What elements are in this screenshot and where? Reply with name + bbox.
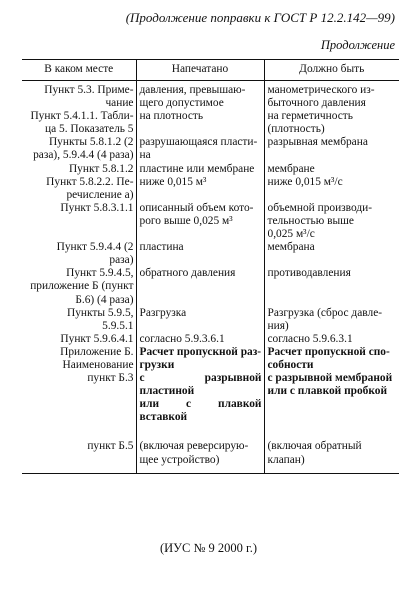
cell-place: [22, 267, 136, 306]
cell-line: пластине или мембране: [139, 162, 255, 175]
cell-line: ниже 0,015 м³/с: [267, 175, 343, 188]
column-header-printed: Напечатано: [136, 60, 264, 81]
cell-correct: [264, 241, 399, 267]
cell-line: пластина: [139, 241, 184, 254]
cell-correct: [264, 424, 399, 473]
cell-line: приложение Б (пункт: [30, 280, 134, 293]
cell-line: описанный объем кото-: [139, 201, 254, 214]
table-row: [22, 346, 399, 372]
cell-place: [22, 81, 136, 111]
cell-line: Пункт 5.3. Приме-: [44, 84, 134, 96]
cell-printed: [136, 372, 264, 424]
cell-line: Пункты 5.8.1.2 (2: [48, 136, 134, 149]
cell-printed: [136, 241, 264, 267]
cell-line: Расчет пропускной спо-: [267, 345, 390, 358]
cell-correct: [264, 267, 399, 306]
table-row: [22, 110, 399, 136]
cell-line: разрушающаяся пласти-: [139, 136, 258, 149]
cell-line: объемной производи-: [267, 201, 373, 214]
cell-printed: [136, 346, 264, 372]
table-row: [22, 372, 399, 424]
cell-line: с разрывной мембраной: [267, 372, 393, 385]
cell-line: или с плавкой пробкой: [267, 385, 388, 398]
cell-line: противодавления: [267, 267, 351, 280]
cell-line: (включая реверсирую-: [139, 440, 249, 453]
cell-correct: [264, 372, 399, 424]
cell-correct: [264, 163, 399, 176]
document-header-title: (Продолжение поправки к ГОСТ Р 12.2.142—99): [125, 10, 395, 25]
table-row: [22, 241, 399, 267]
cell-line: щего допустимое: [139, 97, 224, 110]
cell-line: давления, превышаю-: [139, 84, 246, 96]
cell-line: пункт Б.3: [87, 372, 134, 385]
cell-line: манометрического из-: [267, 84, 375, 96]
cell-line: на плотность: [139, 110, 204, 123]
cell-line: Б.6) (4 раза): [75, 293, 134, 306]
cell-line: Разгрузка (сброс давле-: [267, 306, 383, 319]
cell-line: Пункт 5.9.4.4 (2: [56, 241, 134, 254]
cell-place: [22, 241, 136, 267]
cell-place: [22, 372, 136, 424]
table-row: [22, 307, 399, 333]
cell-line: речисление а): [66, 188, 134, 201]
cell-place: [22, 333, 136, 346]
cell-printed: [136, 202, 264, 241]
cell-line: рого выше 0,025 м³: [139, 214, 233, 227]
cell-correct: [264, 346, 399, 372]
table-row: [22, 333, 399, 346]
cell-line: раза), 5.9.4.4 (4 раза): [33, 149, 134, 162]
column-header-place: В каком месте: [22, 60, 136, 81]
cell-line: пункт Б.5: [87, 440, 134, 453]
table-row: [22, 136, 399, 162]
cell-line: Приложение Б.: [60, 345, 134, 358]
cell-line: Наименование: [62, 358, 134, 371]
table-row: [22, 81, 399, 111]
cell-printed: [136, 163, 264, 176]
cell-line: мембране: [267, 162, 315, 175]
cell-line: собности: [267, 358, 314, 371]
cell-printed: [136, 110, 264, 136]
cell-place: [22, 307, 136, 333]
cell-correct: [264, 307, 399, 333]
continuation-label: Продолжение: [320, 38, 395, 52]
cell-line: 5.9.5.1: [102, 319, 134, 332]
cell-line: Пункт 5.8.2.2. Пе-: [46, 175, 134, 188]
cell-correct: [264, 176, 399, 202]
cell-printed: [136, 333, 264, 346]
table-row: [22, 163, 399, 176]
cell-line: Пункт 5.4.1.1. Табли-: [30, 110, 134, 123]
cell-line: быточного давления: [267, 97, 366, 110]
cell-line: Пункты 5.9.5,: [66, 306, 134, 319]
cell-correct: [264, 110, 399, 136]
table-row: [22, 176, 399, 202]
cell-line: чание: [105, 97, 134, 110]
cell-line: (плотность): [267, 123, 325, 136]
cell-place: [22, 163, 136, 176]
cell-line: с разрывной пластиной: [139, 372, 262, 398]
cell-printed: [136, 136, 264, 162]
cell-line: разрывная мембрана: [267, 136, 368, 149]
cell-correct: [264, 81, 399, 111]
cell-line: Пункт 5.9.4.5,: [66, 267, 134, 280]
cell-printed: [136, 424, 264, 473]
table-row: [22, 202, 399, 241]
errata-table: [22, 59, 399, 474]
cell-line: грузки: [139, 358, 175, 371]
cell-line: обратного давления: [139, 267, 236, 280]
cell-correct: [264, 136, 399, 162]
table-header-row: [22, 60, 399, 81]
cell-printed: [136, 267, 264, 306]
cell-line: на: [139, 149, 151, 162]
cell-line: (включая обратный: [267, 440, 362, 453]
cell-printed: [136, 81, 264, 111]
cell-line: раза): [109, 254, 134, 267]
cell-line: тельностью выше: [267, 214, 354, 227]
cell-line: клапан): [267, 453, 305, 466]
cell-place: [22, 136, 136, 162]
cell-line: Пункт 5.8.1.2: [68, 162, 134, 175]
cell-line: на герметичность: [267, 110, 353, 123]
footer-source-note: (ИУС № 9 2000 г.): [159, 541, 258, 555]
cell-place: [22, 176, 136, 202]
cell-correct: [264, 333, 399, 346]
cell-place: [22, 202, 136, 241]
cell-line: Пункт 5.9.6.4.1: [60, 332, 134, 345]
cell-line: согласно 5.9.3.6.1: [139, 332, 225, 345]
cell-place: [22, 424, 136, 473]
cell-line: ниже 0,015 м³: [139, 175, 207, 188]
cell-line: ца 5. Показатель 5: [45, 123, 134, 136]
cell-line: или с плавкой вставкой: [139, 398, 262, 424]
cell-line: Разгрузка: [139, 306, 187, 319]
cell-place: [22, 346, 136, 372]
cell-line: согласно 5.9.6.3.1: [267, 332, 353, 345]
cell-line: Пункт 5.8.3.1.1: [60, 201, 134, 214]
table-row: [22, 424, 399, 473]
cell-line: мембрана: [267, 241, 315, 254]
column-header-correct: Должно быть: [264, 60, 399, 81]
cell-printed: [136, 176, 264, 202]
cell-line: 0,025 м³/с: [267, 228, 315, 241]
cell-line: щее устройство): [139, 453, 220, 466]
table-row: [22, 267, 399, 306]
cell-place: [22, 110, 136, 136]
cell-line: Расчет пропускной раз-: [139, 345, 262, 358]
cell-printed: [136, 307, 264, 333]
cell-line: ния): [267, 319, 289, 332]
cell-correct: [264, 202, 399, 241]
